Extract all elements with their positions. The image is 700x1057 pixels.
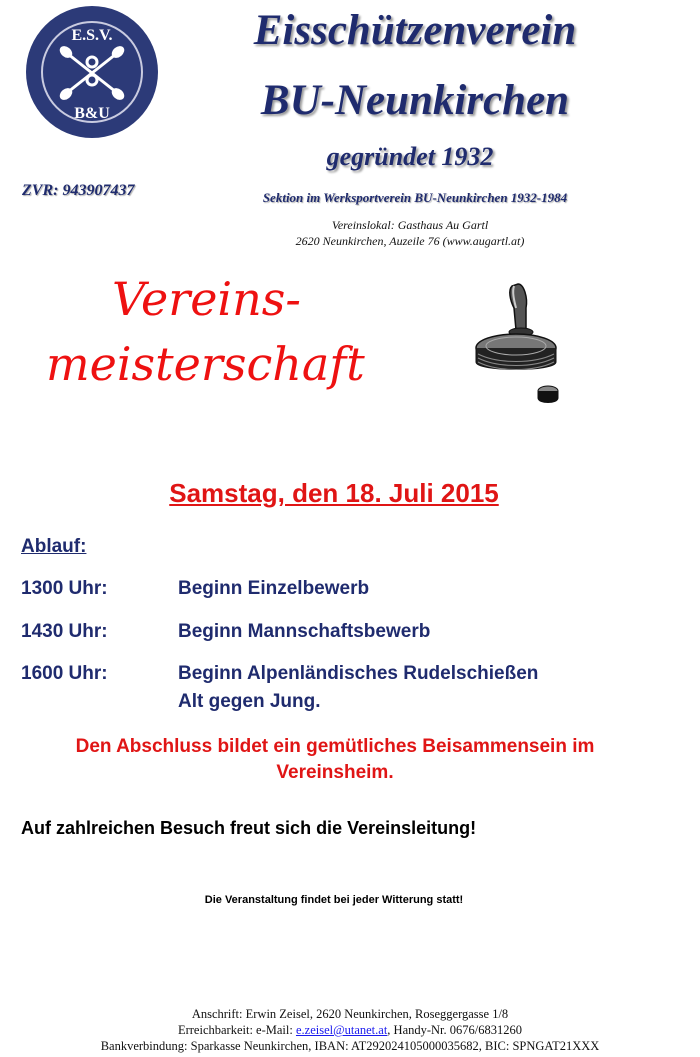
footer-contact: [0, 1022, 700, 1038]
contact-suffix: , Handy-Nr. 0676/6831260: [387, 1023, 523, 1037]
ablauf-heading: Ablauf:: [21, 536, 87, 557]
closing-note: [30, 734, 640, 786]
schedule-text-3: Beginn Alpenländisches Rudelschießen: [178, 663, 539, 684]
visit-note: Auf zahlreichen Besuch freut sich die Vereinsleitung!: [21, 818, 477, 838]
event-title-line2: meisterschaft: [46, 337, 365, 391]
eisstock-icon: [468, 278, 578, 408]
schedule-text-1: Beginn Einzelbewerb: [178, 578, 370, 599]
closing-line2: Vereinsheim.: [276, 762, 394, 783]
schedule-time-3: 1600 Uhr:: [21, 663, 108, 684]
lokal-line1: Vereinslokal: Gasthaus Au Gartl: [331, 218, 489, 232]
club-logo: [24, 4, 160, 140]
sektion-text: Sektion im Werksportverein BU-Neunkirchen 1932-1984: [262, 190, 568, 205]
schedule-text-3b: Alt gegen Jung.: [178, 691, 321, 712]
footer-address: Anschrift: Erwin Zeisel, 2620 Neunkirchen, Roseggergasse 1/8: [191, 1007, 509, 1021]
weather-note: Die Veranstaltung findet bei jeder Witterung statt!: [204, 894, 464, 906]
footer: [0, 1006, 700, 1054]
logo-text-bottom: B&U: [74, 105, 110, 122]
founded-text: gegründet 1932: [326, 142, 494, 171]
email-link[interactable]: e.zeisel@utanet.at: [295, 1023, 388, 1037]
event-title-line1: Vereins-: [112, 272, 301, 326]
contact-prefix: Erreichbarkeit: e-Mail:: [177, 1023, 296, 1037]
schedule-text-2: Beginn Mannschaftsbewerb: [178, 621, 431, 642]
logo-text-top: E.S.V.: [71, 27, 113, 44]
vereinslokal-info: [200, 217, 620, 249]
event-date: Samstag, den 18. Juli 2015: [169, 478, 499, 508]
lokal-line2: 2620 Neunkirchen, Auzeile 76 (www.augartl.at): [295, 234, 525, 248]
club-title-line1: Eisschützenverein: [253, 7, 577, 54]
footer-bank: Bankverbindung: Sparkasse Neunkirchen, IBAN: AT292024105000035682, BIC: SPNGAT21XXX: [100, 1039, 600, 1053]
club-title-line2: BU-Neunkirchen: [260, 77, 570, 124]
zvr-number: ZVR: 943907437: [22, 182, 135, 199]
closing-line1: Den Abschluss bildet ein gemütliches Beisammensein im: [75, 736, 595, 757]
schedule-time-1: 1300 Uhr:: [21, 578, 108, 599]
schedule-time-2: 1430 Uhr:: [21, 621, 108, 642]
